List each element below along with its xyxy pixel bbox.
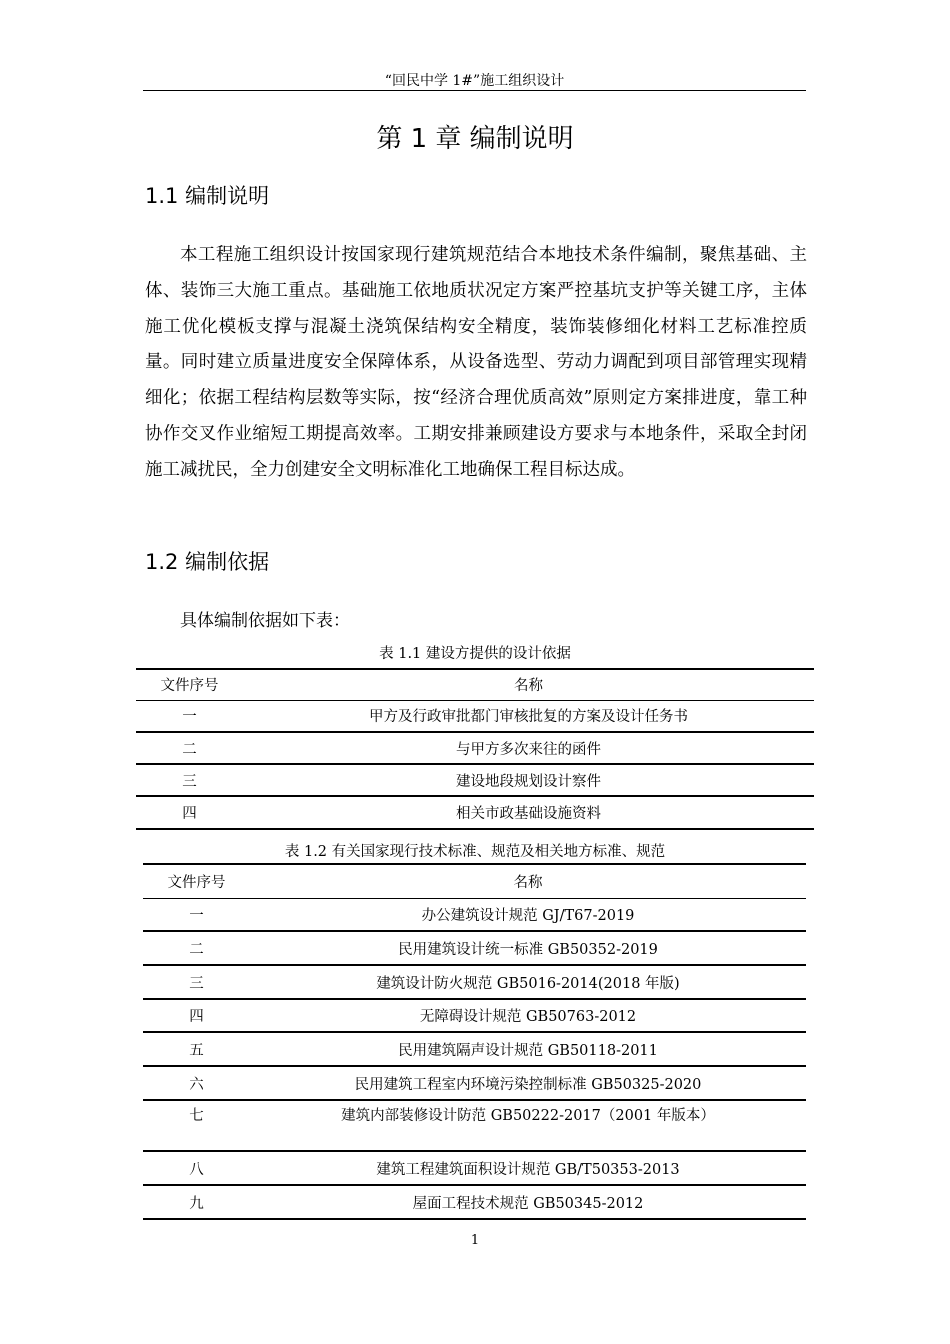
table-intro-text: 具体编制依据如下表： <box>180 611 350 631</box>
row-name: 民用建筑工程室内环境污染控制标准 GB50325-2020 <box>250 1066 806 1100</box>
table-row <box>143 1185 806 1219</box>
section-heading-1-2: 1.2 编制依据 <box>145 550 270 574</box>
row-number: 六 <box>143 1066 250 1100</box>
row-number: 七 <box>143 1100 250 1151</box>
row-number: 五 <box>143 1032 250 1066</box>
row-number: 九 <box>143 1185 250 1219</box>
table-1-2-caption: 表 1.2 有关国家现行技术标准、规范及相关地方标准、规范 <box>284 844 666 860</box>
row-number: 三 <box>143 965 250 999</box>
row-name: 民用建筑设计统一标准 GB50352-2019 <box>250 931 806 965</box>
row-name: 屋面工程技术规范 GB50345-2012 <box>250 1185 806 1219</box>
row-name: 与甲方多次来往的函件 <box>243 732 814 764</box>
row-name: 办公建筑设计规范 GJ/T67-2019 <box>250 898 806 931</box>
chapter-title: 第 1 章 编制说明 <box>376 124 574 154</box>
column-header-number: 文件序号 <box>143 864 250 898</box>
table-header-row <box>143 864 806 898</box>
table-row <box>136 732 814 764</box>
row-name: 相关市政基础设施资料 <box>243 796 814 829</box>
header-title: “回民中学 1#”施工组织设计 <box>384 73 565 89</box>
table-row <box>143 898 806 931</box>
row-number: 二 <box>143 931 250 965</box>
row-name: 建筑设计防火规范 GB5016-2014(2018 年版) <box>250 965 806 999</box>
table-row <box>136 796 814 829</box>
row-name: 建筑工程建筑面积设计规范 GB/T50353-2013 <box>250 1151 806 1185</box>
table-row <box>136 764 814 796</box>
column-header-name: 名称 <box>243 669 814 700</box>
table-row <box>143 965 806 999</box>
row-number: 一 <box>136 700 243 732</box>
table-header-row <box>136 669 814 700</box>
table-1-1 <box>136 668 814 830</box>
column-header-name: 名称 <box>250 864 806 898</box>
row-name: 建筑内部装修设计防范 GB50222-2017（2001 年版本） <box>250 1100 806 1151</box>
row-number: 四 <box>143 999 250 1032</box>
row-name: 民用建筑隔声设计规范 GB50118-2011 <box>250 1032 806 1066</box>
row-number: 三 <box>136 764 243 796</box>
row-number: 四 <box>136 796 243 829</box>
row-name: 建设地段规划设计察件 <box>243 764 814 796</box>
section-1-1-paragraph: 本工程施工组织设计按国家现行建筑规范结合本地技术条件编制，聚焦基础、主体、装饰三大施工重点。基础施工依地质状况定方案严控基坑支护等关键工序，主体施工优化模板支撑与混凝土浇筑保结构安全精度，装饰装修细化材料工艺标准控质量。同时建立质量进度安全保障体系，从设备选型、劳动力调配到项目部管理实现精细化；依据工程结构层数等实际，按“经济合理优质高效”原则定方案排进度，靠工种协作交叉作业缩短工期提高效率。工期安排兼顾建设方要求与本地条件，采取全封闭施工减扰民，全力创建安全文明标准化工地确保工程目标达成。 <box>145 245 807 480</box>
row-name: 无障碍设计规范 GB50763-2012 <box>250 999 806 1032</box>
page-header <box>143 70 806 91</box>
table-1-2 <box>143 863 806 1220</box>
row-name: 甲方及行政审批都门审核批复的方案及设计任务书 <box>243 700 814 732</box>
section-heading-1-1: 1.1 编制说明 <box>145 184 270 208</box>
table-row <box>143 931 806 965</box>
row-number: 一 <box>143 898 250 931</box>
row-number: 八 <box>143 1151 250 1185</box>
table-row <box>143 1100 806 1151</box>
column-header-number: 文件序号 <box>136 669 243 700</box>
table-row <box>143 1151 806 1185</box>
table-row <box>143 999 806 1032</box>
page-number: 1 <box>470 1233 480 1248</box>
table-row <box>143 1066 806 1100</box>
table-1-1-caption: 表 1.1 建设方提供的设计依据 <box>379 646 571 662</box>
table-row <box>136 700 814 732</box>
row-number: 二 <box>136 732 243 764</box>
table-row <box>143 1032 806 1066</box>
